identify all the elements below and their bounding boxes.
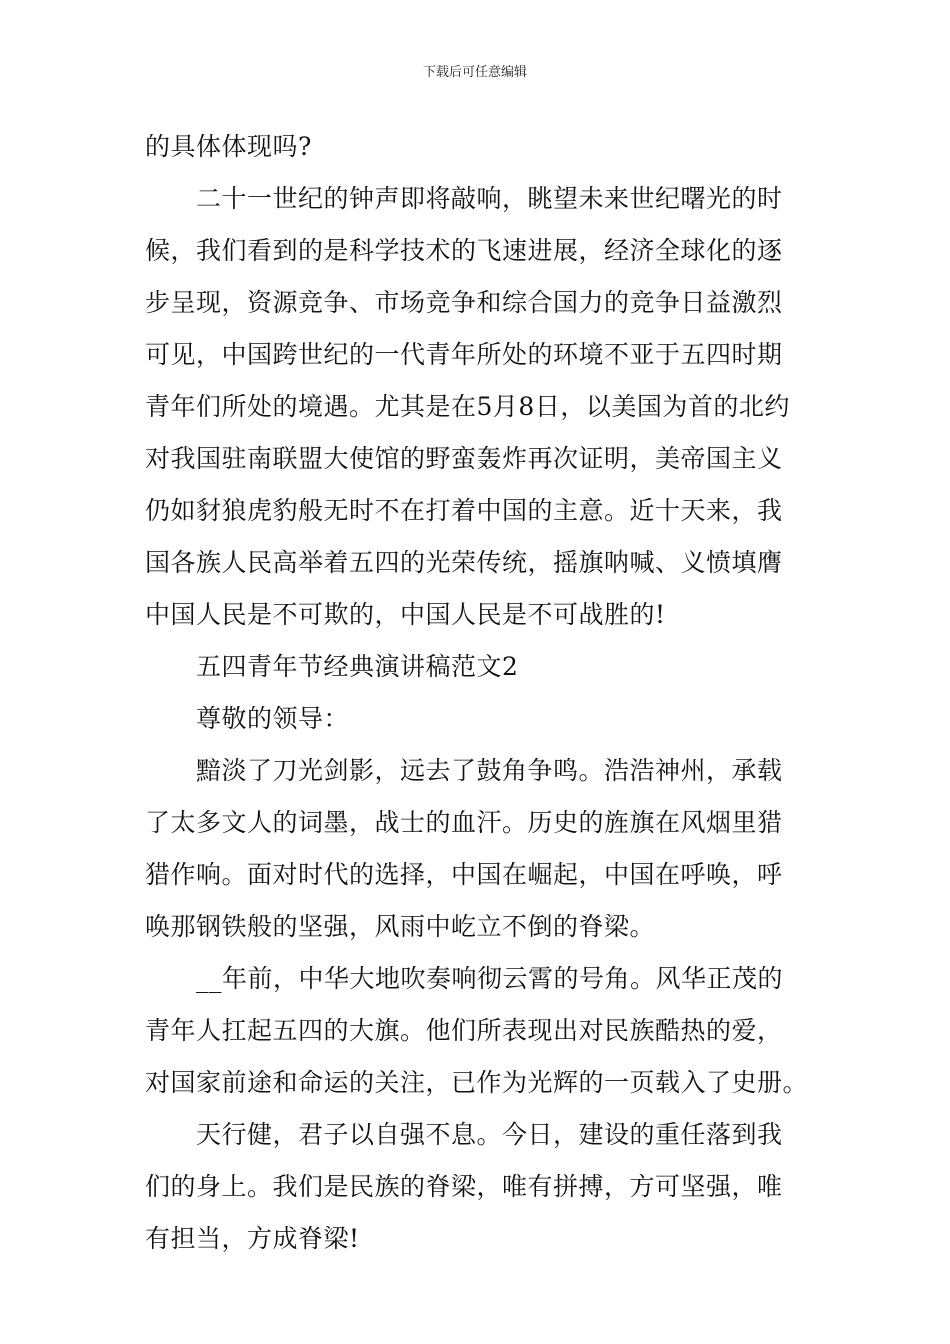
page-header: 下载后可任意编辑 <box>422 65 527 80</box>
text-line: 天行健，君子以自强不息。今日，建设的重任落到我 <box>145 1120 783 1149</box>
text-line: 对国家前途和命运的关注，已作为光辉的一页载入了史册。 <box>145 1068 809 1097</box>
text-line: 步呈现，资源竞争、市场竞争和综合国力的竞争日益激烈 <box>145 288 783 317</box>
text-line: 黯淡了刀光剑影，远去了鼓角争鸣。浩浩神州，承载 <box>145 756 783 785</box>
text-line: 二十一世纪的钟声即将敲响，眺望未来世纪曙光的时 <box>145 184 783 213</box>
text-line: 中国人民是不可欺的，中国人民是不可战胜的! <box>145 600 666 629</box>
text-line: 青年们所处的境遇。尤其是在5月8日，以美国为首的北约 <box>145 392 790 421</box>
salutation: 尊敬的领导： <box>145 704 350 733</box>
text-line: 国各族人民高举着五四的光荣传统，摇旗呐喊、义愤填膺 <box>145 548 783 577</box>
text-line: 仍如豺狼虎豹般无时不在打着中国的主意。近十天来，我 <box>145 496 783 525</box>
text-line: __年前，中华大地吹奏响彻云霄的号角。风华正茂的 <box>145 964 784 993</box>
text-line: 有担当，方成脊梁! <box>145 1224 360 1253</box>
text-line: 青年人扛起五四的大旗。他们所表现出对民族酷热的爱， <box>145 1016 783 1045</box>
text-line: 猎作响。面对时代的选择，中国在崛起，中国在呼唤，呼 <box>145 860 783 889</box>
text-line: 候，我们看到的是科学技术的飞速进展，经济全球化的逐 <box>145 236 783 265</box>
text-line: 了太多文人的词墨，战士的血汗。历史的旌旗在风烟里猎 <box>145 808 783 837</box>
section-title: 五四青年节经典演讲稿范文2 <box>145 652 519 681</box>
text-line: 可见，中国跨世纪的一代青年所处的环境不亚于五四时期 <box>145 340 783 369</box>
text-line: 对我国驻南联盟大使馆的野蛮轰炸再次证明，美帝国主义 <box>145 444 783 473</box>
text-line: 的具体体现吗? <box>145 132 312 161</box>
text-line: 们的身上。我们是民族的脊梁，唯有拼搏，方可坚强，唯 <box>145 1172 783 1201</box>
text-line: 唤那钢铁般的坚强，风雨中屹立不倒的脊梁。 <box>145 912 656 941</box>
